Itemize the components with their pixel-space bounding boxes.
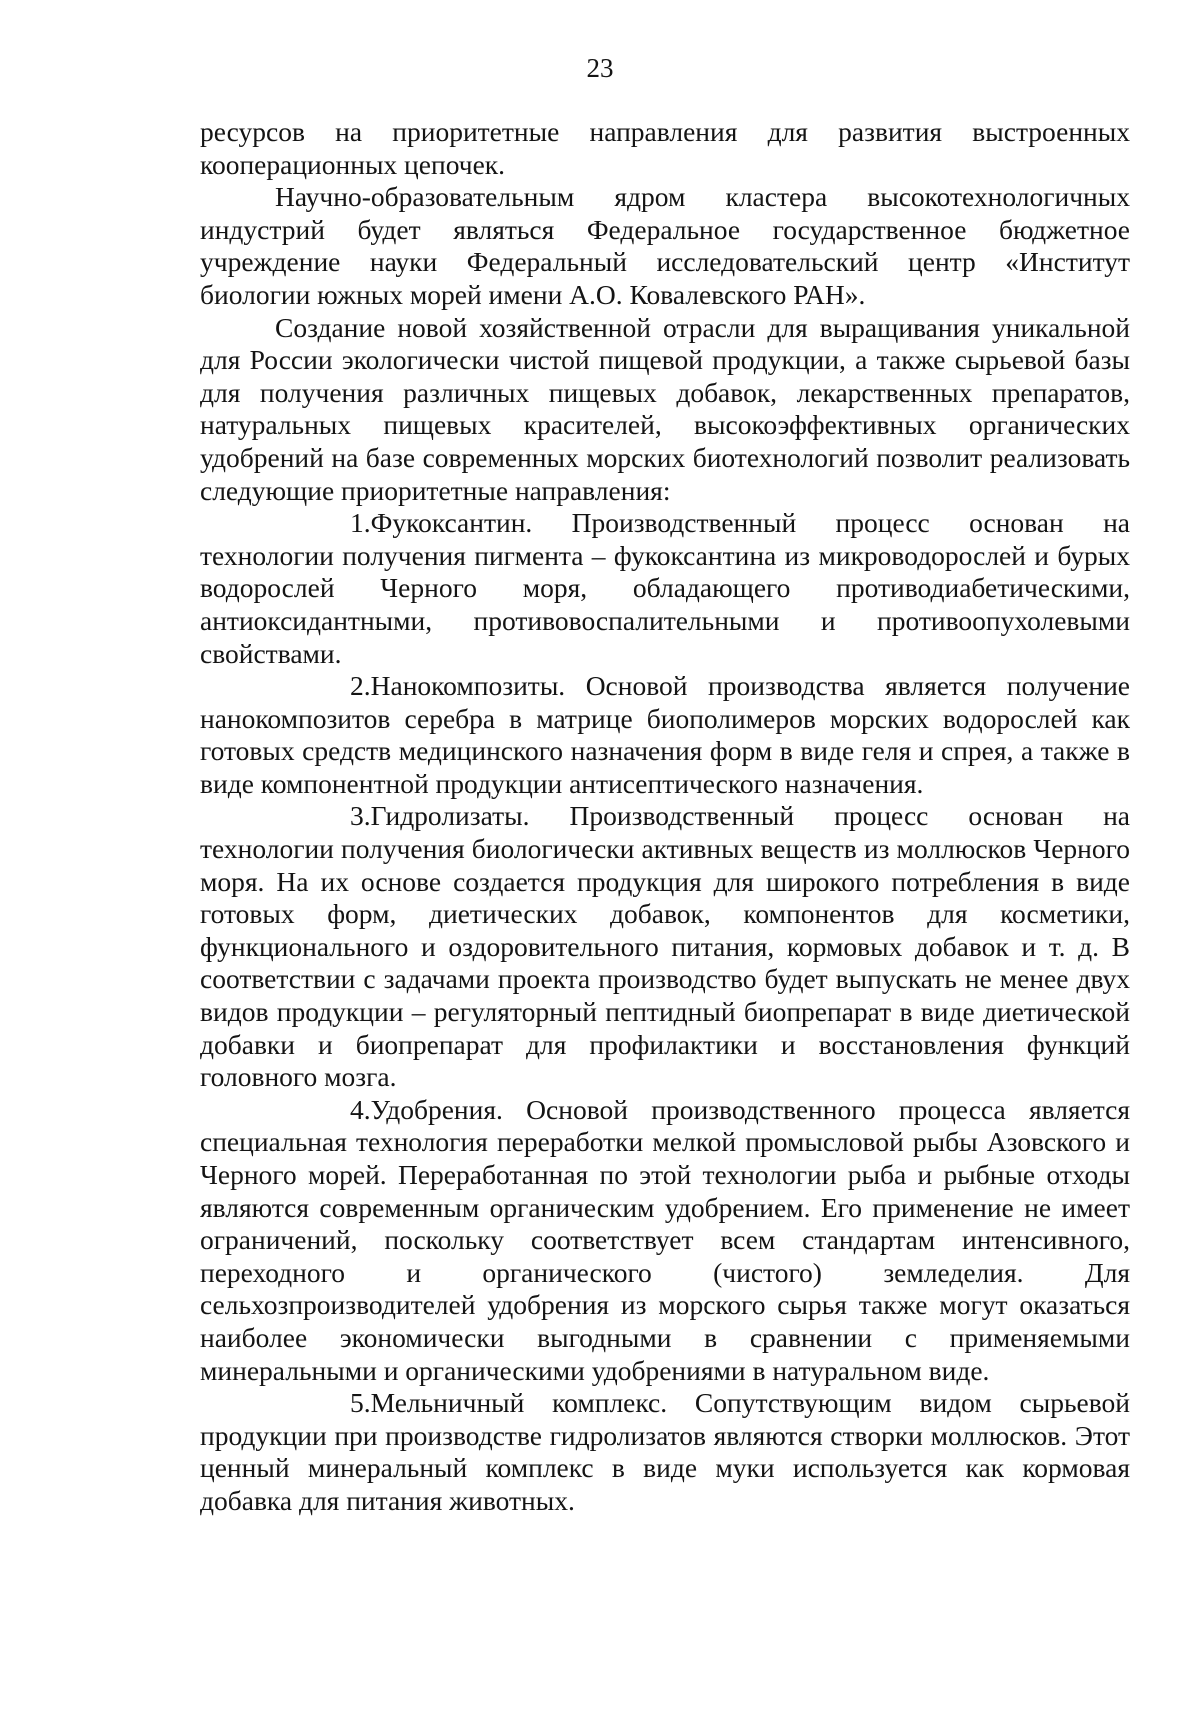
list-item-text: Удобрения. Основой производственного процесса является специальная технология переработки мелкой промысловой рыбы Азовского и Черного морей. Переработанная по этой технологии рыба и рыбные отходы являются современным органическим удобрением. Его применение не имеет ограничений, поскольку соответствует всем стандартам интенсивного, переходного и органического (чистого) земледелия. Для сельхозпроизводителей удобрения из морского сырья также могут оказаться наиболее экономически выгодными в сравнении с применяемыми минеральными и органическими удобрениями в натуральном виде.: [200, 1093, 1130, 1386]
list-item-number: 3.: [350, 800, 371, 832]
list-item: [200, 507, 1130, 670]
list-item-text: Фукоксантин. Производственный процесс основан на технологии получения пигмента – фукоксантина из микроводорослей и бурых водорослей Черного моря, обладающего противодиабетическими, антиоксидантными, противовоспалительными и противоопухолевыми свойствами.: [200, 507, 1130, 669]
list-item-text: Мельничный комплекс. Сопутствующим видом сырьевой продукции при производстве гидролизатов являются створки моллюсков. Этот ценный минеральный комплекс в виде муки используется как кормовая добавка для питания животных.: [200, 1387, 1130, 1516]
list-item-text: Гидролизаты. Производственный процесс основан на технологии получения биологически активных веществ из моллюсков Черного моря. На их основе создается продукция для широкого потребления в виде готовых форм, диетических добавок, компонентов для косметики, функционального и оздоровительного питания, кормовых добавок и т. д. В соответствии с задачами проекта производство будет выпускать не менее двух видов продукции – регуляторный пептидный биопрепарат в виде диетической добавки и биопрепарат для профилактики и восстановления функций головного мозга.: [200, 800, 1130, 1093]
list-item: [200, 1094, 1130, 1387]
list-item-text: Нанокомпозиты. Основой производства является получение нанокомпозитов серебра в матрице биополимеров морских водорослей как готовых средств медицинского назначения форм в виде геля и спрея, а также в виде компонентной продукции антисептического назначения.: [200, 670, 1130, 799]
list-item: [200, 1387, 1130, 1517]
document-body: [200, 116, 1130, 1518]
list-item-number: 5.: [350, 1387, 371, 1419]
paragraph-continuation: ресурсов на приоритетные направления для развития выстроенных кооперационных цепочек.: [200, 116, 1130, 180]
list-item: [200, 800, 1130, 1093]
list-item-number: 1.: [350, 507, 371, 539]
list-item: [200, 670, 1130, 800]
paragraph-new-industry: Создание новой хозяйственной отрасли для выращивания уникальной для России экологически чистой пищевой продукции, а также сырьевой базы для получения различных пищевых добавок, лекарственных препаратов, натуральных пищевых красителей, высокоэффективных органических удобрений на базе современных морских биотехнологий позволит реализовать следующие приоритетные направления:: [200, 311, 1130, 506]
paragraph-research-core: Научно-образовательным ядром кластера высокотехнологичных индустрий будет являться Федеральное государственное бюджетное учреждение науки Федеральный исследовательский центр «Институт биологии южных морей имени А.О. Ковалевского РАН».: [200, 181, 1130, 310]
page-number: 23: [586, 53, 614, 83]
list-item-number: 4.: [350, 1093, 371, 1125]
list-item-number: 2.: [350, 670, 371, 702]
